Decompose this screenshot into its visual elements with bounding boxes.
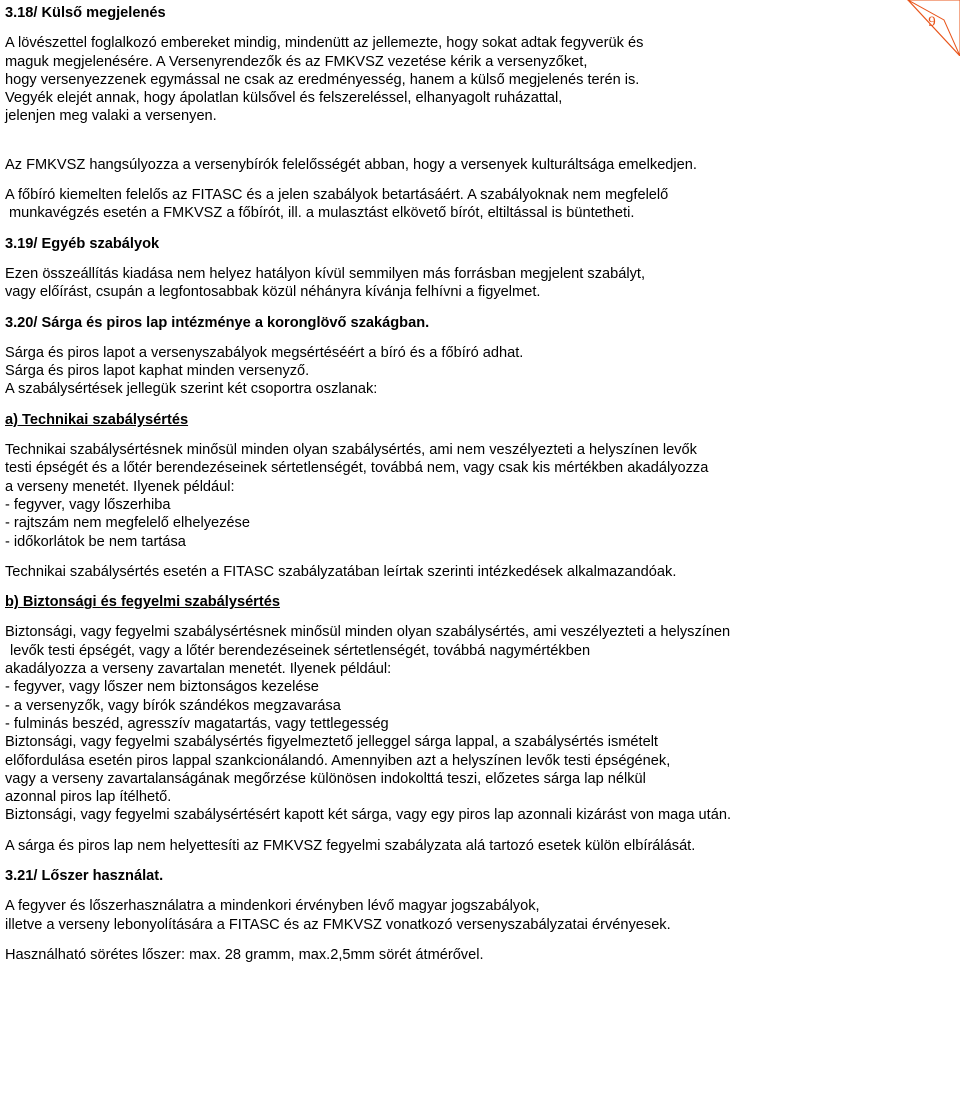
paragraph-line: Sárga és piros lapot kaphat minden versenyző. [5, 363, 310, 380]
paragraph-line: Biztonsági, vagy fegyelmi szabálysértésért kapott két sárga, vagy egy piros lap azonnali kizárást von maga után. [5, 807, 732, 824]
paragraph-line: Biztonsági, vagy fegyelmi szabálysértés figyelmeztető jelleggel sárga lappal, a szabálysértés ismételt [5, 734, 658, 751]
paragraph-line: Technikai szabálysértésnek minősül minden olyan szabálysértés, ami nem veszélyezteti a helyszínen levők [5, 442, 697, 459]
paragraph-line: a verseny menetét. Ilyenek például: [5, 478, 235, 495]
page-number: 9 [928, 14, 936, 30]
paragraph-line: munkavégzés esetén a FMKVSZ a főbírót, ill. a mulasztást elkövető bírót, eltiltással is büntetheti. [9, 205, 635, 222]
paragraph-line: vagy előírást, csupán a legfontosabbak közül néhányra kívánja felhívni a figyelmet. [5, 284, 541, 301]
list-item: - fegyver, vagy lőszerhiba [5, 496, 171, 513]
page-number-tab [898, 0, 960, 56]
paragraph-line: előfordulása esetén piros lappal szankcionálandó. Amennyiben azt a helyszínen levők testi épségének, [5, 752, 671, 769]
paragraph-line: Használható sörétes lőszer: max. 28 gramm, max.2,5mm sörét átmérővel. [5, 946, 484, 963]
paragraph-line: maguk megjelenésére. A Versenyrendezők és az FMKVSZ vezetése kérik a versenyzőket, [5, 53, 588, 70]
paragraph-line: jelenjen meg valaki a versenyen. [5, 108, 217, 125]
section-title-3-19: 3.19/ Egyéb szabályok [5, 235, 160, 252]
section-title-3-20: 3.20/ Sárga és piros lap intézménye a koronglövő szakágban. [5, 314, 430, 331]
list-item: - rajtszám nem megfelelő elhelyezése [5, 515, 250, 532]
paragraph-line: illetve a verseny lebonyolítására a FITASC és az FMKVSZ vonatkozó versenyszabályzatai érvényesek. [5, 916, 671, 933]
paragraph-line: testi épségét és a lőtér berendezéseinek sértetlenségét, továbbá nem, vagy csak kis mértékben akadályozza [5, 460, 709, 477]
subsection-title-b: b) Biztonsági és fegyelmi szabálysértés [5, 594, 280, 611]
paragraph-line: Sárga és piros lapot a versenyszabályok megsértéséért a bíró és a főbíró adhat. [5, 344, 524, 361]
paragraph-line: levők testi épségét, vagy a lőtér berendezéseinek sértetlenségét, továbbá nagymértékben [10, 642, 591, 659]
list-item: - fegyver, vagy lőszer nem biztonságos kezelése [5, 679, 319, 696]
section-title-3-18: 3.18/ Külső megjelenés [5, 5, 166, 21]
section-title-3-21: 3.21/ Lőszer használat. [5, 867, 164, 884]
paragraph-line: Biztonsági, vagy fegyelmi szabálysértésnek minősül minden olyan szabálysértés, ami veszélyezteti a helyszínen [5, 624, 731, 641]
paragraph-line: A fegyver és lőszerhasználatra a mindenkori érvényben lévő magyar jogszabályok, [5, 898, 540, 915]
list-item: - időkorlátok be nem tartása [5, 533, 186, 550]
paragraph-line: A szabálysértések jellegük szerint két csoportra oszlanak: [5, 381, 378, 398]
subsection-title-a: a) Technikai szabálysértés [5, 411, 189, 428]
list-item: - a versenyzők, vagy bírók szándékos megzavarása [5, 697, 341, 714]
paragraph-line: akadályozza a verseny zavartalan menetét. Ilyenek például: [5, 661, 392, 678]
list-item: - fulminás beszéd, agresszív magatartás, vagy tettlegesség [5, 715, 389, 732]
paragraph-line: A főbíró kiemelten felelős az FITASC és a jelen szabályok betartásáért. A szabályoknak nem megfelelő [5, 187, 669, 204]
paragraph-line: Ezen összeállítás kiadása nem helyez hatályon kívül semmilyen más forrásban megjelent szabályt, [5, 265, 646, 282]
paragraph-line: vagy a verseny zavartalanságának megőrzése különösen indokolttá teszi, előzetes sárga lap nélkül [5, 770, 646, 787]
paragraph-line: Vegyék elejét annak, hogy ápolatlan külsővel és felszereléssel, elhanyagolt ruházattal, [5, 90, 563, 107]
document-page [5, 4, 895, 964]
paragraph-line: Technikai szabálysértés esetén a FITASC szabályzatában leírtak szerinti intézkedések alkalmazandóak. [5, 563, 677, 580]
paragraph-line: Az FMKVSZ hangsúlyozza a versenybírók felelősségét abban, hogy a versenyek kulturáltsága emelkedjen. [5, 156, 697, 173]
paragraph-line: azonnal piros lap ítélhető. [5, 789, 172, 806]
paragraph-line: hogy versenyezzenek egymással ne csak az eredményesség, hanem a külső megjelenés terén is. [5, 71, 640, 88]
paragraph-line: A lövészettel foglalkozó embereket mindig, mindenütt az jellemezte, hogy sokat adtak fegyverük és [5, 35, 644, 52]
paragraph-line: A sárga és piros lap nem helyettesíti az FMKVSZ fegyelmi szabályzata alá tartozó esetek külön elbírálását. [5, 837, 696, 854]
